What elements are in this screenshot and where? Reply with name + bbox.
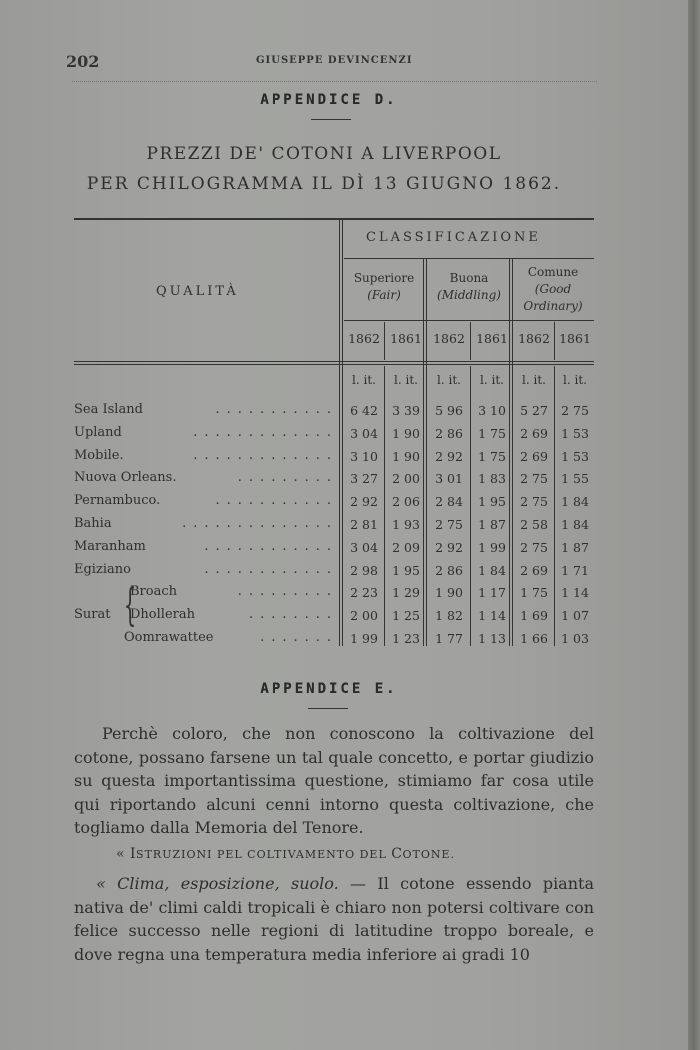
price-cell: 6 42 <box>350 403 378 418</box>
paragraph-clima <box>74 872 594 966</box>
table-row <box>74 402 594 425</box>
row-label: Upland <box>74 424 122 440</box>
row-label: Broach <box>130 584 177 600</box>
group-english: (Good <box>534 282 572 296</box>
price-cell: 1 90 <box>392 425 420 441</box>
price-cell: 1 84 <box>478 562 506 578</box>
price-cell: 3 10 <box>350 448 378 464</box>
group-name: Buona <box>449 271 489 285</box>
price-cell: 2 81 <box>350 517 378 532</box>
price-cell: 2 69 <box>520 425 548 441</box>
price-cell: 1 75 <box>478 425 506 441</box>
table-row <box>74 607 594 630</box>
dot-leader: ......... <box>237 584 338 600</box>
price-table <box>74 218 594 658</box>
group-english: Ordinary) <box>523 299 583 313</box>
price-cell: 3 39 <box>392 403 420 418</box>
price-cell: 2 69 <box>520 448 548 464</box>
price-cell: 1 53 <box>561 425 589 441</box>
price-cell: 1 87 <box>478 517 506 532</box>
running-title: GIUSEPPE DEVINCENZI <box>256 55 413 66</box>
price-cell: 2 00 <box>392 471 420 487</box>
group-name: Superiore <box>353 271 415 285</box>
quality-header: QUALITÀ <box>156 284 239 299</box>
price-cell: 2 75 <box>520 471 548 487</box>
price-cell: 1 90 <box>435 585 463 601</box>
header-double-rule <box>74 361 594 362</box>
price-cell: 1 87 <box>561 539 589 555</box>
price-cell: 2 58 <box>520 517 548 532</box>
year-header: 1862 <box>518 331 550 346</box>
subheading-part: « I <box>116 846 137 862</box>
price-cell: 1 13 <box>478 631 506 646</box>
price-cell: 1 77 <box>435 631 463 646</box>
classification-rule <box>344 258 594 259</box>
year-header: 1861 <box>559 331 591 346</box>
price-cell: 1 03 <box>561 631 589 646</box>
dot-leader: ........... <box>215 493 338 509</box>
price-cell: 1 82 <box>435 608 463 624</box>
table-title-line1: PREZZI DE' COTONI A LIVERPOOL <box>146 144 502 164</box>
price-cell: 1 99 <box>478 539 506 555</box>
price-cell: 1 69 <box>520 608 548 624</box>
price-cell: 2 75 <box>561 403 589 418</box>
price-cell: 3 01 <box>435 471 463 487</box>
table-row <box>74 470 594 493</box>
price-cell: 2 75 <box>520 494 548 510</box>
surat-label: Surat <box>74 607 111 623</box>
unit-label: l. it. <box>563 373 587 387</box>
group-superiore <box>342 270 426 304</box>
unit-label: l. it. <box>522 373 546 387</box>
table-row <box>74 448 594 471</box>
group-comune <box>512 264 594 315</box>
dot-leader: ............. <box>193 447 338 463</box>
price-cell: 1 84 <box>561 517 589 532</box>
row-label: Nuova Orleans. <box>74 470 177 486</box>
price-cell: 1 71 <box>561 562 589 578</box>
price-cell: 1 83 <box>478 471 506 487</box>
year-header: 1861 <box>476 331 508 346</box>
unit-label: l. it. <box>394 373 418 387</box>
price-cell: 1 95 <box>392 562 420 578</box>
price-cell: 2 69 <box>520 562 548 578</box>
price-cell: 2 92 <box>435 539 463 555</box>
subheading-part: OTONE. <box>402 848 456 861</box>
price-cell: 1 75 <box>520 585 548 601</box>
price-cell: 2 06 <box>392 494 420 510</box>
price-cell: 2 75 <box>520 539 548 555</box>
price-cell: 3 10 <box>478 403 506 418</box>
dot-leader: ......... <box>237 470 338 486</box>
price-cell: 1 14 <box>561 585 589 601</box>
row-label: Bahia <box>74 516 112 531</box>
subheading-part: STRUZIONI PEL COLTIVAMENTO DEL <box>136 848 392 861</box>
price-cell: 1 95 <box>478 494 506 510</box>
book-gutter-edge <box>688 0 700 1050</box>
price-cell: 1 99 <box>350 631 378 646</box>
row-label: Maranham <box>74 538 146 554</box>
unit-label: l. it. <box>480 373 504 387</box>
price-cell: 2 23 <box>350 585 378 601</box>
price-cell: 1 66 <box>520 631 548 646</box>
table-row <box>74 630 594 653</box>
group-english: (Middling) <box>437 288 501 302</box>
paragraph-intro: Perchè coloro, che non conoscono la coltivazione del cotone, possano farsene un tal quale concetto, e portar giudizio su questa importantissima questione, stimiamo far cosa utile qui riportando alcuni cenni intorno questa coltivazione, che togliamo dalla Memoria del Tenore. <box>74 724 594 837</box>
running-head <box>66 52 596 72</box>
unit-label: l. it. <box>352 373 376 387</box>
price-cell: 3 27 <box>350 471 378 487</box>
appendix-d-rule <box>311 119 351 120</box>
price-cell: 5 96 <box>435 403 463 418</box>
paragraph-clima-text: — Il cotone essendo pianta nativa de' climi caldi tropicali è chiaro non potersi coltivare con felice successo nelle regioni di latitudine troppo boreale, e dove regna una temperatura media inferiore ai gradi 10 <box>74 874 594 964</box>
price-cell: 2 86 <box>435 562 463 578</box>
table-row <box>74 539 594 562</box>
price-cell: 1 93 <box>392 517 420 532</box>
dot-leader: ........... <box>215 402 338 417</box>
price-cell: 2 86 <box>435 425 463 441</box>
price-cell: 1 14 <box>478 608 506 624</box>
appendix-e-rule <box>308 708 348 709</box>
appendix-e-title: APPENDICE E. <box>260 681 398 697</box>
page-number: 202 <box>66 52 100 71</box>
price-cell: 1 25 <box>392 608 420 624</box>
price-cell: 2 98 <box>350 562 378 578</box>
row-label: Sea Island <box>74 402 143 417</box>
price-cell: 1 55 <box>561 471 589 487</box>
row-label: Mobile. <box>74 447 124 463</box>
price-cell: 1 75 <box>478 448 506 464</box>
year-header: 1861 <box>390 331 422 346</box>
price-cell: 2 92 <box>435 448 463 464</box>
dot-leader: ....... <box>260 630 338 645</box>
group-buona <box>426 270 512 304</box>
table-row <box>74 425 594 448</box>
table-row <box>74 516 594 539</box>
subheading-istruzioni <box>116 846 455 862</box>
dot-leader: ............. <box>193 424 338 440</box>
price-cell: 2 09 <box>392 539 420 555</box>
price-cell: 5 27 <box>520 403 548 418</box>
dot-leader: .............. <box>182 516 338 531</box>
price-cell: 2 00 <box>350 608 378 624</box>
header-double-rule <box>74 364 594 365</box>
unit-label: l. it. <box>437 373 461 387</box>
row-label: Pernambuco. <box>74 493 161 509</box>
row-label: Dhollerah <box>130 607 195 623</box>
price-cell: 1 17 <box>478 585 506 601</box>
subheading-part: C <box>391 846 403 862</box>
classification-header: CLASSIFICAZIONE <box>366 230 541 245</box>
group-name: Comune <box>527 265 579 279</box>
price-cell: 1 07 <box>561 608 589 624</box>
table-row <box>74 562 594 585</box>
row-label: Oomrawattee <box>124 630 214 645</box>
price-cell: 1 53 <box>561 448 589 464</box>
price-cell: 2 75 <box>435 517 463 532</box>
group-english: (Fair) <box>367 288 401 302</box>
table-top-rule <box>74 218 594 220</box>
price-cell: 2 84 <box>435 494 463 510</box>
price-cell: 2 92 <box>350 494 378 510</box>
table-row <box>74 493 594 516</box>
paragraph-clima-lead: « Clima, esposizione, suolo. <box>96 874 339 893</box>
row-label: Egiziano <box>74 561 131 577</box>
year-header: 1862 <box>348 331 380 346</box>
table-title-line2: PER CHILOGRAMMA IL DÌ 13 GIUGNO 1862. <box>86 174 562 194</box>
appendix-d-title: APPENDICE D. <box>260 92 398 108</box>
surat-brace: { <box>123 580 137 632</box>
price-cell: 1 23 <box>392 631 420 646</box>
dot-leader: ............ <box>204 538 338 554</box>
dot-leader: ............ <box>204 561 338 577</box>
price-cell: 1 90 <box>392 448 420 464</box>
group-rule <box>344 320 594 321</box>
price-cell: 3 04 <box>350 425 378 441</box>
price-cell: 1 29 <box>392 585 420 601</box>
header-rule <box>72 81 597 82</box>
year-header: 1862 <box>433 331 465 346</box>
dot-leader: ........ <box>248 607 338 623</box>
price-cell: 3 04 <box>350 539 378 555</box>
price-cell: 1 84 <box>561 494 589 510</box>
table-row <box>74 584 594 607</box>
